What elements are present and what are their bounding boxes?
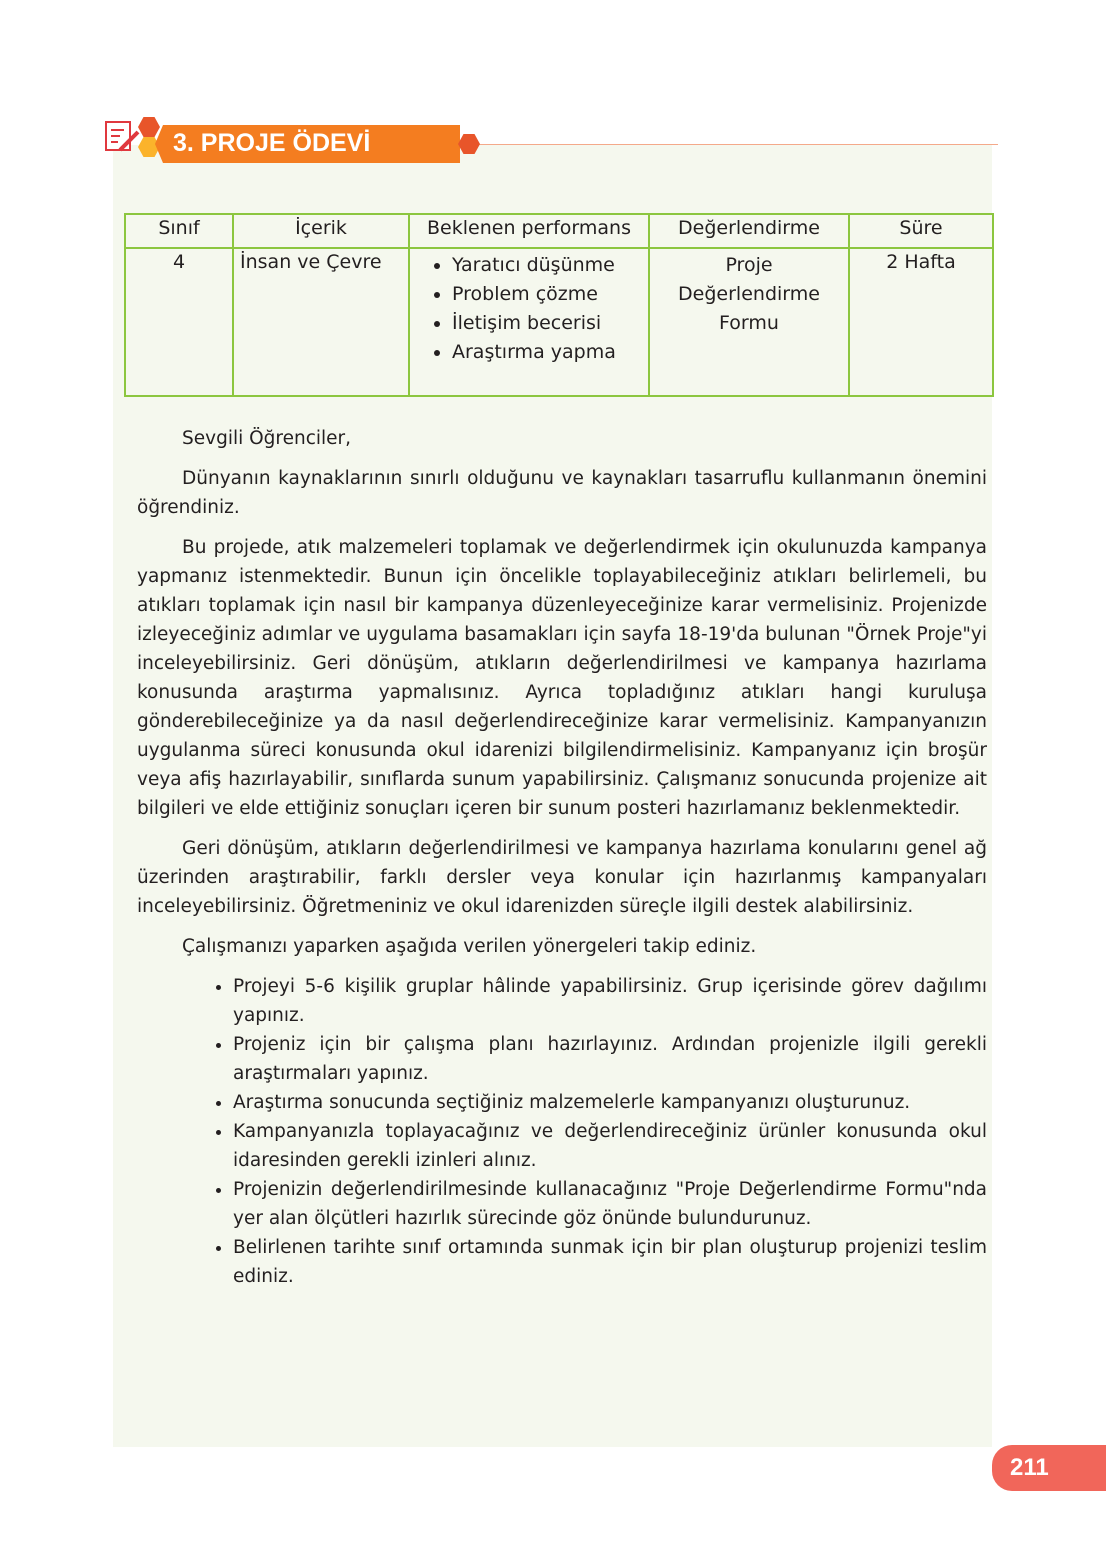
paragraph: Bu projede, atık malzemeleri toplamak ve değerlendirmek için okulunuzda kampanya yapmanız istenmektedir. Bunun için öncelikle toplayabileceğiniz atıkları belirlemeli, bu atıkları toplamak için nasıl bir kampanya düzenleyeceğinize karar vermelisiniz. Projenizde izleyeceğiniz adımlar ve uygulama basamakları için sayfa 18-19'da bulunan "Örnek Proje"yi inceleyebilirsiniz. Geri dönüşüm, atıkların değerlendirilmesi ve kampanya hazırlama konusunda araştırma yapmalısınız. Ayrıca topladığınız atıkları hangi kuruluşa gönderebileceğinize ya da nasıl değerlendireceğinize karar vermelisiniz. Kampanyanızın uygulanma süreci konusunda okul idarenizi bilgilendirmelisiniz. Kampanyanız için broşür veya afiş hazırlayabilir, sınıflarda sunum yapabilirsiniz. Çalışmanız sonucunda projenize ait bilgileri ve elde ettiğiniz sonuçları içeren bir sunum posteri hazırlamanız beklenmektedir. (137, 537, 987, 819)
header-rule (470, 144, 998, 145)
list-item: • İletişim becerisi (452, 309, 642, 338)
greeting: Sevgili Öğrenciler, (182, 428, 352, 449)
instruction-list (137, 972, 987, 1291)
list-item: • Projeniz için bir çalışma planı hazırlayınız. Ardından projenizle ilgili gerekli araştırmaları yapınız. (233, 1030, 987, 1088)
page-number-tab (992, 1445, 1106, 1491)
paragraph: Çalışmanızı yaparken aşağıda verilen yönergeleri takip ediniz. (182, 936, 757, 957)
list-item: • Araştırma sonucunda seçtiğiniz malzemelerle kampanyanızı oluşturunuz. (233, 1088, 987, 1117)
col-header-performance: Beklenen performans (409, 214, 649, 248)
project-info-table (124, 213, 994, 397)
list-item: • Projenizin değerlendirilmesinde kullanacağınız "Proje Değerlendirme Formu"nda yer alan ölçütleri hazırlık sürecinde göz önünde bulundurunuz. (233, 1175, 987, 1233)
list-item: • Problem çözme (452, 280, 642, 309)
list-item: • Kampanyanızla toplayacağınız ve değerlendireceğiniz ürünler konusunda okul idaresinden gerekli izinleri alınız. (233, 1117, 987, 1175)
project-notepad-icon (104, 118, 144, 160)
col-header-content: İçerik (233, 214, 409, 248)
grade-cell: 4 (125, 248, 233, 396)
list-item: • Yaratıcı düşünme (452, 251, 642, 280)
performance-cell (409, 248, 649, 396)
page-number: 211 (1010, 1454, 1049, 1481)
paragraph: Geri dönüşüm, atıkların değerlendirilmesi ve kampanya hazırlama konularını genel ağ üzerinden araştırabilir, farklı dersler veya konular için hazırlanmış kampanyaları inceleyebilirsiniz. Öğretmeniniz ve okul idarenizden süreçle ilgili destek alabilirsiniz. (137, 838, 987, 917)
list-item: • Araştırma yapma (452, 338, 642, 367)
evaluation-cell: Proje Değerlendirme Formu (649, 248, 849, 396)
list-item: • Belirlenen tarihte sınıf ortamında sunmak için bir plan oluşturup projenizi teslim ediniz. (233, 1233, 987, 1291)
content-cell: İnsan ve Çevre (233, 248, 409, 396)
body-text (137, 424, 987, 1291)
list-item: • Projeyi 5-6 kişilik gruplar hâlinde yapabilirsiniz. Grup içerisinde görev dağılımı yapınız. (233, 972, 987, 1030)
col-header-duration: Süre (849, 214, 993, 248)
duration-cell: 2 Hafta (849, 248, 993, 396)
col-header-grade: Sınıf (125, 214, 233, 248)
table-row (125, 248, 993, 396)
section-title: 3. PROJE ÖDEVİ (173, 129, 371, 157)
paragraph: Dünyanın kaynaklarının sınırlı olduğunu ve kaynakları tasarruflu kullanmanın önemini öğrendiniz. (137, 468, 987, 518)
col-header-evaluation: Değerlendirme (649, 214, 849, 248)
